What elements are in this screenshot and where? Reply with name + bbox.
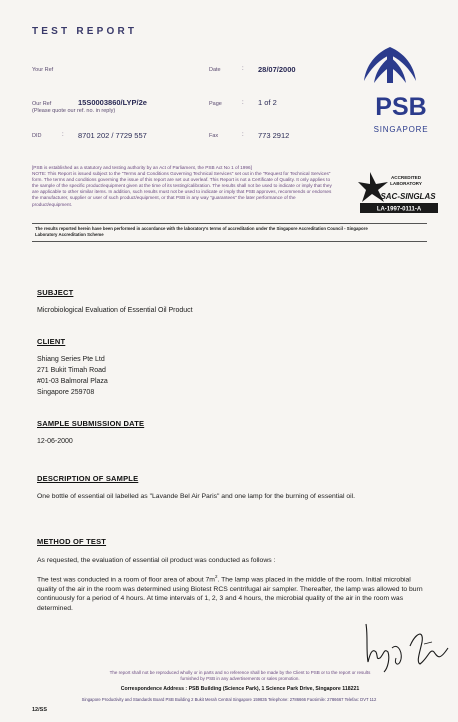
- footer-address: Correspondence Address : PSB Building (Science Park), 1 Science Park Drive, Singapore 118221: [120, 686, 360, 692]
- description-text: One bottle of essential oil labelled as "Lavande Bel Air Paris" and one lamp for the burning of essential oil.: [37, 493, 356, 500]
- page-label: Page: [209, 101, 222, 107]
- subject-heading: SUBJECT: [37, 288, 74, 297]
- our-ref-sub: (Please quote our ref. no. in reply): [32, 108, 116, 114]
- date-value: 28/07/2000: [258, 65, 296, 74]
- method-paragraph: [37, 572, 427, 614]
- page-colon: :: [242, 100, 244, 106]
- method-heading: METHOD OF TEST: [37, 537, 107, 546]
- accreditation-code: LA-1997-0111-A: [376, 206, 422, 213]
- method-paragraph-rest: . The lamp was placed in the middle of the room. Initial microbial quality of the air in the room was determined using Biotest RCS centrifugal air sampler. Thereafter, the lamp was allowed to burn continuously for a period of 4 hours. At time intervals of 1, 2, 3 and 4 hours, the microbial quality of the air in the room was determined.: [37, 576, 423, 613]
- statutory-note: [32, 165, 332, 208]
- divider-top: [32, 223, 427, 224]
- fax-value: 773 2912: [258, 131, 290, 140]
- your-ref-label: Your Ref: [32, 67, 54, 73]
- footer-disclaimer-line-2: furnished by PSB in any advertisements or sales promotion.: [180, 676, 300, 681]
- subject-text: Microbiological Evaluation of Essential Oil Product: [37, 307, 193, 314]
- laboratory-text: LABORATORY: [390, 181, 422, 186]
- method-paragraph-sup: 2: [214, 574, 218, 579]
- client-address-line-3: Singapore 259708: [37, 389, 95, 396]
- footer-code: 12/SS: [32, 707, 47, 713]
- signature: [358, 618, 458, 674]
- note-line-1: [PSB is established as a statutory and testing authority by an Act of Parliament, the PSB Act No 1 of 1996]: [32, 165, 252, 170]
- footer-disclaimer-line-1: The report shall not be reproduced wholly or in parts and no reference shall be made by the Client to PSB or to the report or results: [109, 670, 371, 675]
- singlas-accreditation-logo: [358, 170, 440, 218]
- sample-submission-date: 12-06-2000: [37, 438, 73, 445]
- client-name: Shiang Series Pte Ltd: [37, 356, 105, 363]
- method-paragraph-start: The test was conducted in a room of floor area of about 7m: [37, 576, 215, 584]
- page-value: 1 of 2: [258, 98, 277, 107]
- date-colon: :: [242, 66, 244, 72]
- our-ref-value: 15S0003860/LYP/2e: [78, 98, 147, 107]
- client-heading: CLIENT: [37, 337, 66, 346]
- did-label: DID: [32, 133, 42, 139]
- fax-colon: :: [242, 132, 244, 138]
- sample-submission-heading: SAMPLE SUBMISSION DATE: [37, 419, 145, 428]
- divider-bottom: [32, 241, 427, 242]
- accreditation-note: The results reported herein have been performed in accordance with the laboratory's terms of accreditation under the Singapore Accreditation Council - Singapore Laboratory Accreditation Scheme: [35, 226, 368, 237]
- client-address-line-2: #01-03 Balmoral Plaza: [37, 378, 108, 385]
- fax-label: Fax: [209, 133, 219, 139]
- report-title: TEST REPORT: [32, 26, 138, 37]
- our-ref-label: Our Ref: [32, 101, 52, 107]
- client-address-line-1: 271 Bukit Timah Road: [37, 367, 106, 374]
- accredited-text: ACCREDITED: [390, 175, 422, 180]
- did-colon: :: [62, 132, 64, 138]
- note-line-2: NOTE: This Report is issued subject to the "Terms and Conditions Governing Technical Services" set out in the "Request for Technical Services" form. The terms and conditions governing the issue of this report are set out overleaf. This Report is not a Certificate of Quality. It only applies to the sample of the specific product/equipment given at the time of its testing/calibration. The results shall not be used to indicate or imply that they are applicable to other similar items. In addition, such results must not be used to indicate or imply that PSB approves, recommends or endorses the manufacturer, supplier or user of such product/equipment, or that PSB in any way "guarantees" the later performance of the product/equipment.: [32, 171, 332, 207]
- description-heading: DESCRIPTION OF SAMPLE: [37, 474, 139, 483]
- method-intro: As requested, the evaluation of essential oil product was conducted as follows :: [37, 557, 276, 564]
- footer-board-info: Singapore Productivity and Standards Board PSB Building 2 Bukit Merah Central Singapore 159835 Telephone: 2786666 Facsimile: 2786667 Telefax: DVT 112: [81, 697, 377, 702]
- footer-disclaimer: [30, 670, 450, 682]
- psb-logo: [360, 45, 442, 137]
- sac-singlas-text: SAC-SINGLAS: [380, 192, 436, 201]
- psb-logo-sub: SINGAPORE: [373, 125, 429, 134]
- date-label: Date: [209, 67, 221, 73]
- did-value: 8701 202 / 7729 557: [78, 131, 147, 140]
- psb-logo-text: PSB: [375, 93, 427, 121]
